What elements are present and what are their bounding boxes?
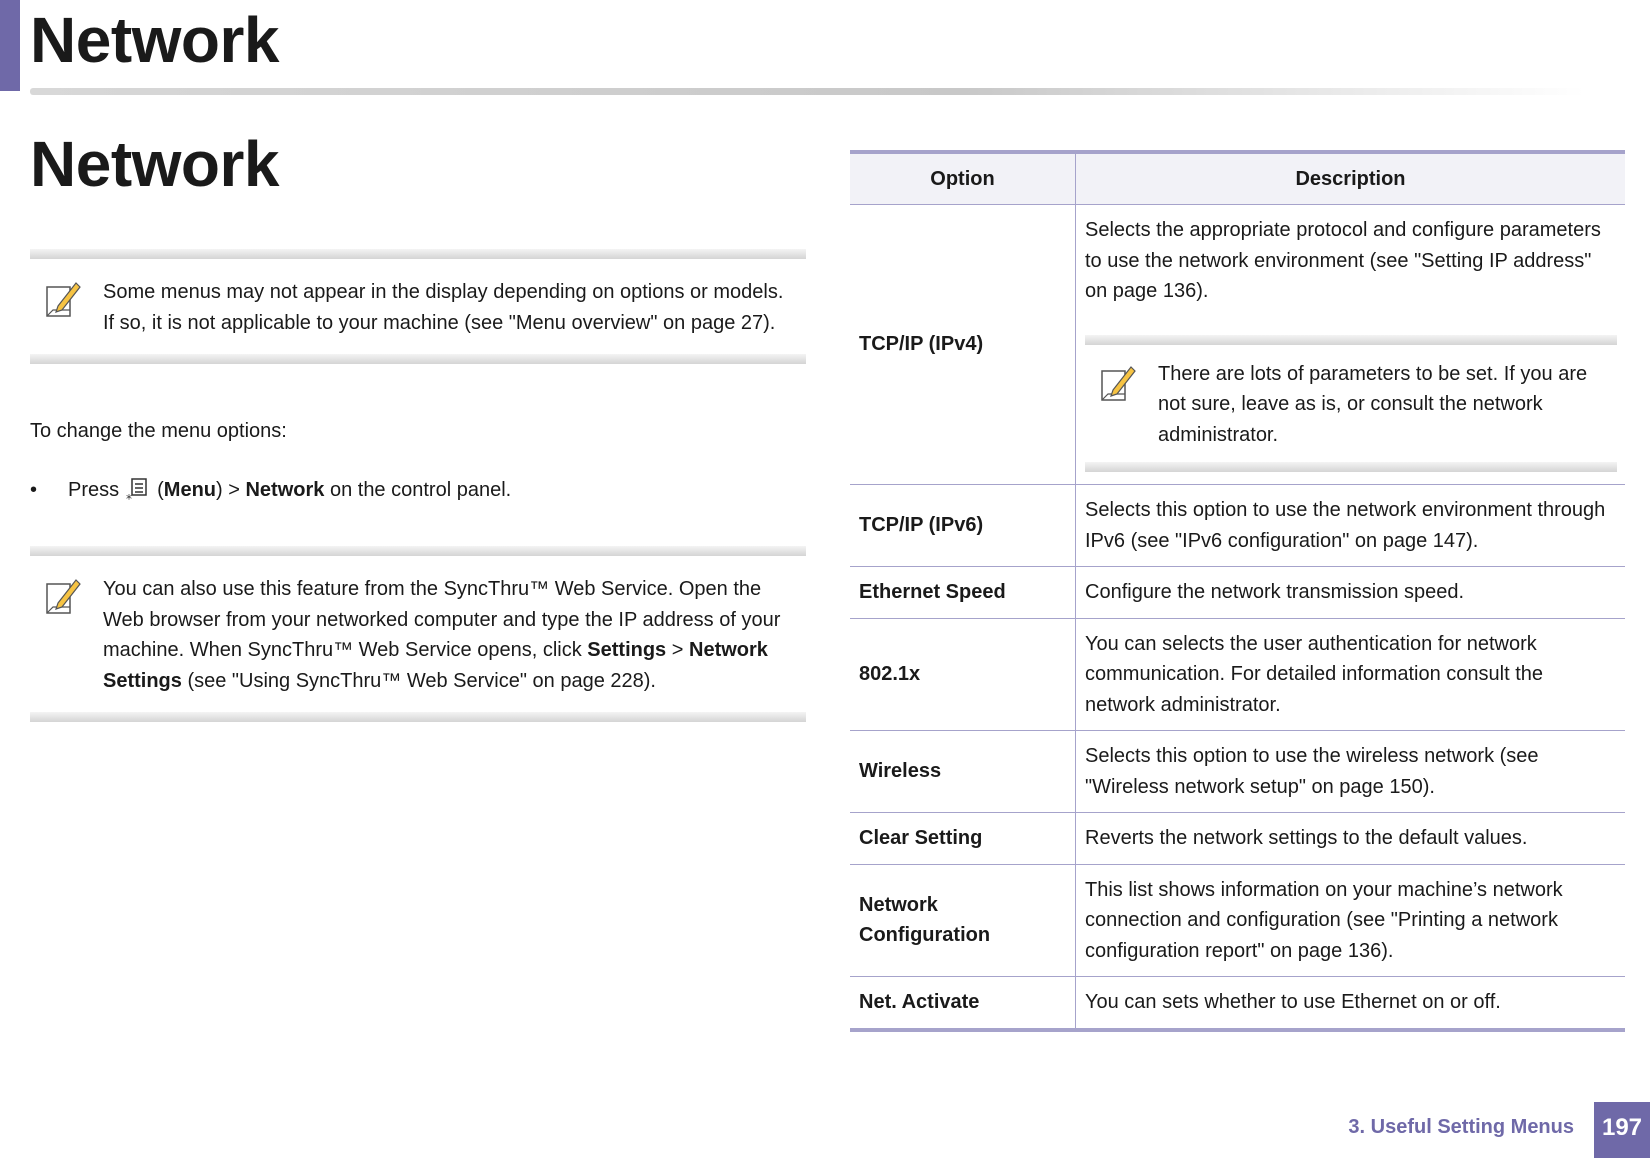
table-row bbox=[850, 485, 1625, 567]
note-syncthru bbox=[30, 546, 806, 722]
svg-text:*: * bbox=[126, 492, 133, 503]
option-cell: Wireless bbox=[850, 731, 1076, 813]
description-cell: This list shows information on your machine’s network connection and configuration (see "Printing a network configuration report" on page 136). bbox=[1076, 864, 1626, 977]
option-cell: TCP/IP (IPv6) bbox=[850, 485, 1076, 567]
note-text: Some menus may not appear in the display depending on options or models. If so, it is not applicable to your machine (see "Menu overview" on page 27). bbox=[103, 281, 784, 334]
table-header-row bbox=[850, 152, 1625, 205]
network-label: Network bbox=[245, 478, 325, 501]
bullet-tail: on the control panel. bbox=[329, 478, 512, 501]
description-cell: You can sets whether to use Ethernet on or off. bbox=[1076, 977, 1626, 1030]
bullet-marker: • bbox=[30, 478, 38, 501]
note-bottom-bar bbox=[30, 712, 806, 722]
note-bottom-bar bbox=[30, 354, 806, 364]
network-options-table bbox=[850, 150, 1625, 1032]
header-rule bbox=[30, 88, 1585, 95]
description-cell: You can selects the user authentication for network communication. For detailed information consult the network administrator. bbox=[1076, 618, 1626, 731]
option-cell: Network Configuration bbox=[850, 864, 1076, 977]
description-cell bbox=[1076, 205, 1626, 485]
network-settings-label: Network Settings bbox=[103, 639, 768, 692]
gt-symbol: > bbox=[671, 639, 684, 661]
option-cell: 802.1x bbox=[850, 618, 1076, 731]
note-top-bar bbox=[30, 546, 806, 556]
option-cell: Clear Setting bbox=[850, 813, 1076, 865]
press-label: Press bbox=[68, 478, 120, 501]
option-cell: Ethernet Speed bbox=[850, 567, 1076, 619]
paren-open: ( bbox=[157, 478, 164, 501]
table-row bbox=[850, 977, 1625, 1030]
note-top-bar bbox=[1085, 335, 1617, 345]
description-text: Selects the appropriate protocol and configure parameters to use the network environment (see "Setting IP address" on page 136). bbox=[1085, 219, 1601, 302]
table-row bbox=[850, 731, 1625, 813]
inner-note bbox=[1085, 335, 1617, 473]
pencil-note-icon bbox=[1099, 363, 1137, 403]
description-cell: Selects this option to use the wireless network (see "Wireless network setup" on page 150). bbox=[1076, 731, 1626, 813]
header-description: Description bbox=[1076, 152, 1626, 205]
table-row bbox=[850, 813, 1625, 865]
description-cell: Configure the network transmission speed. bbox=[1076, 567, 1626, 619]
note-menus-availability bbox=[30, 249, 806, 364]
side-accent-bar bbox=[0, 0, 20, 91]
table-row bbox=[850, 567, 1625, 619]
inner-note-text: There are lots of parameters to be set. If you are not sure, leave as is, or consult the network administrator. bbox=[1158, 362, 1588, 446]
section-title: Network bbox=[30, 128, 279, 200]
note-text-part2: (see "Using SyncThru™ Web Service" on page 228). bbox=[187, 669, 656, 692]
menu-label: Menu bbox=[163, 478, 217, 501]
table-row bbox=[850, 864, 1625, 977]
header-option: Option bbox=[850, 152, 1076, 205]
table-row bbox=[850, 205, 1625, 485]
description-cell: Reverts the network settings to the default values. bbox=[1076, 813, 1626, 865]
menu-icon bbox=[123, 477, 153, 503]
note-top-bar bbox=[30, 249, 806, 259]
chapter-title: Network bbox=[30, 4, 279, 76]
paren-close: ) > bbox=[216, 478, 240, 501]
intro-text: To change the menu options: bbox=[30, 420, 287, 442]
pencil-note-icon bbox=[44, 576, 82, 616]
option-cell: Net. Activate bbox=[850, 977, 1076, 1030]
option-cell: TCP/IP (IPv4) bbox=[850, 205, 1076, 485]
pencil-note-icon bbox=[44, 279, 82, 319]
instruction-bullet bbox=[30, 477, 511, 503]
footer-chapter-label: 3. Useful Setting Menus bbox=[1348, 1116, 1574, 1138]
settings-label: Settings bbox=[587, 639, 667, 661]
note-bottom-bar bbox=[1085, 462, 1617, 472]
note-text-part1: You can also use this feature from the SyncThru™ Web Service. Open the Web browser from your networked computer and type the IP address of your machine. When SyncThru™ Web Service opens, click bbox=[103, 578, 781, 661]
page-number: 197 bbox=[1594, 1102, 1650, 1158]
table-row bbox=[850, 618, 1625, 731]
description-cell: Selects this option to use the network environment through IPv6 (see "IPv6 configuration" on page 147). bbox=[1076, 485, 1626, 567]
